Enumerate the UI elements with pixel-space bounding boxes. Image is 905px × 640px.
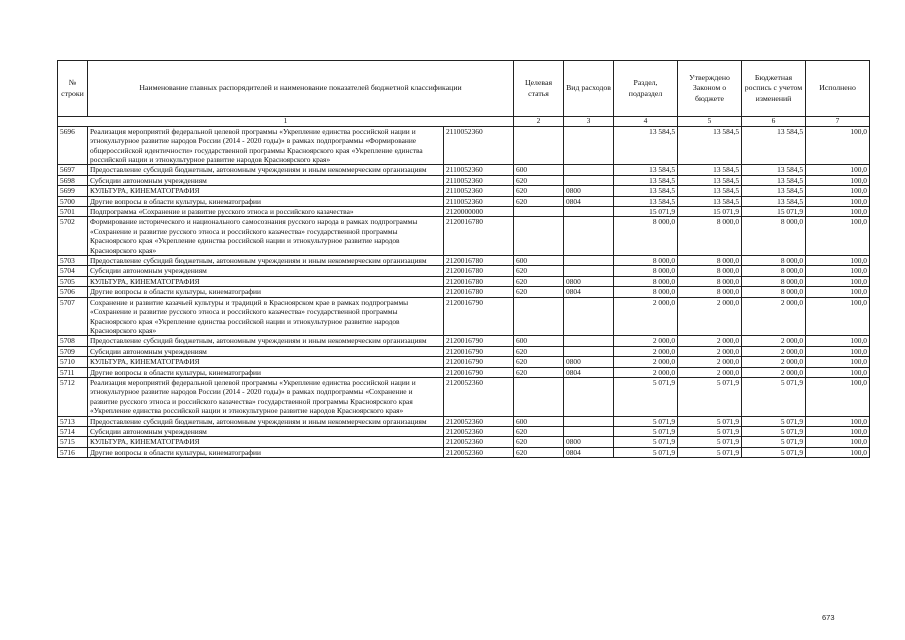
header-target-article: Целевая статья — [514, 61, 564, 117]
row-description: Предоставление субсидий бюджетным, автономным учреждениям и иным некоммерческим организациям — [88, 336, 444, 346]
row-description: Предоставление субсидий бюджетным, автономным учреждениям и иным некоммерческим организациям — [88, 256, 444, 266]
section-cell: 0800 — [564, 186, 614, 196]
planned-amount: 2 000,0 — [678, 297, 742, 336]
approved-amount: 8 000,0 — [614, 217, 678, 256]
approved-amount: 2 000,0 — [614, 367, 678, 377]
execution-percent: 100,0 — [806, 447, 870, 457]
row-description: Предоставление субсидий бюджетным, автономным учреждениям и иным некоммерческим организациям — [88, 416, 444, 426]
executed-amount: 8 000,0 — [742, 287, 806, 297]
execution-percent: 100,0 — [806, 266, 870, 276]
planned-amount: 5 071,9 — [678, 416, 742, 426]
row-description: КУЛЬТУРА, КИНЕМАТОГРАФИЯ — [88, 437, 444, 447]
row-description: КУЛЬТУРА, КИНЕМАТОГРАФИЯ — [88, 357, 444, 367]
execution-percent: 100,0 — [806, 175, 870, 185]
planned-amount: 5 071,9 — [678, 437, 742, 447]
row-number: 5697 — [58, 165, 88, 175]
section-cell — [564, 256, 614, 266]
row-number: 5700 — [58, 196, 88, 206]
section-cell — [564, 175, 614, 185]
target-article-cell: 2120016790 — [444, 367, 514, 377]
execution-percent: 100,0 — [806, 217, 870, 256]
row-number: 5701 — [58, 207, 88, 217]
table-row — [58, 217, 870, 256]
approved-amount: 13 584,5 — [614, 186, 678, 196]
planned-amount: 5 071,9 — [678, 447, 742, 457]
row-description: Формирование исторического и национального самосознания русского народа в рамках подпрограммы «Сохранение и развитие русского этноса и российского казачества» государственной программы Красноярского края «Укрепление единства российской нации и этнокультурное развитие народов Красноярского края» — [88, 217, 444, 256]
row-number: 5712 — [58, 377, 88, 416]
column-number: 6 — [742, 117, 806, 127]
column-number: 2 — [514, 117, 564, 127]
table-row — [58, 207, 870, 217]
row-number: 5714 — [58, 426, 88, 436]
section-cell — [564, 426, 614, 436]
row-description: Субсидии автономным учреждениям — [88, 346, 444, 356]
target-article-cell: 2120016790 — [444, 336, 514, 346]
expense-kind-cell — [514, 126, 564, 165]
approved-amount: 5 071,9 — [614, 426, 678, 436]
expense-kind-cell: 620 — [514, 186, 564, 196]
column-number-row — [58, 117, 870, 127]
row-number: 5710 — [58, 357, 88, 367]
target-article-cell: 2120016790 — [444, 357, 514, 367]
row-number: 5703 — [58, 256, 88, 266]
header-name: Наименование главных распорядителей и наименование показателей бюджетной классификации — [88, 61, 514, 117]
approved-amount: 5 071,9 — [614, 447, 678, 457]
executed-amount: 8 000,0 — [742, 217, 806, 256]
executed-amount: 8 000,0 — [742, 256, 806, 266]
table-body — [58, 126, 870, 457]
row-description: Другие вопросы в области культуры, кинематографии — [88, 447, 444, 457]
row-number: 5713 — [58, 416, 88, 426]
row-number: 5702 — [58, 217, 88, 256]
section-cell — [564, 346, 614, 356]
table-row — [58, 287, 870, 297]
table-row — [58, 346, 870, 356]
execution-percent: 100,0 — [806, 357, 870, 367]
row-number: 5698 — [58, 175, 88, 185]
row-number: 5715 — [58, 437, 88, 447]
table-header-row — [58, 61, 870, 117]
table-row — [58, 447, 870, 457]
row-number: 5708 — [58, 336, 88, 346]
row-number: 5699 — [58, 186, 88, 196]
planned-amount: 2 000,0 — [678, 346, 742, 356]
target-article-cell: 2120016780 — [444, 287, 514, 297]
expense-kind-cell: 600 — [514, 165, 564, 175]
column-number: 1 — [58, 117, 514, 127]
approved-amount: 8 000,0 — [614, 266, 678, 276]
planned-amount: 8 000,0 — [678, 276, 742, 286]
target-article-cell: 2110052360 — [444, 186, 514, 196]
expense-kind-cell: 620 — [514, 175, 564, 185]
budget-table — [57, 60, 870, 458]
execution-percent: 100,0 — [806, 336, 870, 346]
executed-amount: 8 000,0 — [742, 276, 806, 286]
row-description: Сохранение и развитие казачьей культуры и традиций в Красноярском крае в рамках подпрограммы «Сохранение и развитие русского этноса и российского казачества» государственной программы Красноярского края «Укрепление единства российской нации и этнокультурное развитие народов Красноярского края» — [88, 297, 444, 336]
execution-percent: 100,0 — [806, 165, 870, 175]
table-row — [58, 256, 870, 266]
section-cell: 0804 — [564, 447, 614, 457]
expense-kind-cell: 620 — [514, 196, 564, 206]
approved-amount: 5 071,9 — [614, 377, 678, 416]
page-number: 673 — [822, 613, 835, 622]
execution-percent: 100,0 — [806, 416, 870, 426]
section-cell — [564, 165, 614, 175]
execution-percent: 100,0 — [806, 346, 870, 356]
table-row — [58, 426, 870, 436]
header-section: Раздел, подраздел — [614, 61, 678, 117]
table-row — [58, 126, 870, 165]
planned-amount: 8 000,0 — [678, 287, 742, 297]
section-cell — [564, 416, 614, 426]
expense-kind-cell: 620 — [514, 447, 564, 457]
row-number: 5711 — [58, 367, 88, 377]
execution-percent: 100,0 — [806, 377, 870, 416]
table-row — [58, 266, 870, 276]
executed-amount: 8 000,0 — [742, 266, 806, 276]
section-cell — [564, 377, 614, 416]
target-article-cell: 2110052360 — [444, 165, 514, 175]
row-number: 5696 — [58, 126, 88, 165]
approved-amount: 5 071,9 — [614, 437, 678, 447]
header-executed: Исполнено — [806, 61, 870, 117]
approved-amount: 13 584,5 — [614, 126, 678, 165]
target-article-cell: 2120016780 — [444, 276, 514, 286]
executed-amount: 2 000,0 — [742, 336, 806, 346]
row-description: Субсидии автономным учреждениям — [88, 175, 444, 185]
planned-amount: 8 000,0 — [678, 217, 742, 256]
approved-amount: 8 000,0 — [614, 276, 678, 286]
target-article-cell: 2120052360 — [444, 416, 514, 426]
table-row — [58, 186, 870, 196]
expense-kind-cell: 620 — [514, 437, 564, 447]
header-approved: Утверждено Законом о бюджете — [678, 61, 742, 117]
expense-kind-cell: 600 — [514, 336, 564, 346]
row-description: Реализация мероприятий федеральной целевой программы «Укрепление единства российской нации и этнокультурное развитие народов России (2014 - 2020 годы)» в рамках подпрограммы «Сохранение и развитие русского этноса и российского казачества» государственной программы Красноярского края «Укрепление единства российской нации и этнокультурное развитие народов Красноярского края» — [88, 377, 444, 416]
target-article-cell: 2120016790 — [444, 346, 514, 356]
executed-amount: 13 584,5 — [742, 186, 806, 196]
target-article-cell: 2120000000 — [444, 207, 514, 217]
approved-amount: 8 000,0 — [614, 256, 678, 266]
approved-amount: 13 584,5 — [614, 175, 678, 185]
row-number: 5706 — [58, 287, 88, 297]
target-article-cell: 2120016780 — [444, 256, 514, 266]
executed-amount: 5 071,9 — [742, 416, 806, 426]
executed-amount: 13 584,5 — [742, 196, 806, 206]
table-row — [58, 175, 870, 185]
expense-kind-cell: 620 — [514, 357, 564, 367]
row-description: Реализация мероприятий федеральной целевой программы «Укрепление единства российской нации и этнокультурное развитие народов России (2014 - 2020 годы)» в рамках подпрограммы «Формирование общероссийской идентичности» государственной программы Красноярского края «Укрепление единства российской нации и этнокультурное развитие народов Красноярского края» — [88, 126, 444, 165]
row-description: Другие вопросы в области культуры, кинематографии — [88, 196, 444, 206]
executed-amount: 2 000,0 — [742, 346, 806, 356]
target-article-cell: 2120052360 — [444, 377, 514, 416]
target-article-cell: 2110052360 — [444, 175, 514, 185]
target-article-cell: 2120016780 — [444, 266, 514, 276]
table-row — [58, 367, 870, 377]
expense-kind-cell: 620 — [514, 346, 564, 356]
planned-amount: 13 584,5 — [678, 165, 742, 175]
planned-amount: 2 000,0 — [678, 367, 742, 377]
execution-percent: 100,0 — [806, 186, 870, 196]
executed-amount: 13 584,5 — [742, 126, 806, 165]
expense-kind-cell: 620 — [514, 367, 564, 377]
planned-amount: 8 000,0 — [678, 256, 742, 266]
execution-percent: 100,0 — [806, 287, 870, 297]
section-cell — [564, 207, 614, 217]
approved-amount: 2 000,0 — [614, 346, 678, 356]
approved-amount: 5 071,9 — [614, 416, 678, 426]
execution-percent: 100,0 — [806, 256, 870, 266]
planned-amount: 2 000,0 — [678, 336, 742, 346]
column-number: 3 — [564, 117, 614, 127]
planned-amount: 13 584,5 — [678, 175, 742, 185]
execution-percent: 100,0 — [806, 367, 870, 377]
planned-amount: 13 584,5 — [678, 186, 742, 196]
expense-kind-cell: 620 — [514, 287, 564, 297]
section-cell — [564, 297, 614, 336]
planned-amount: 13 584,5 — [678, 126, 742, 165]
execution-percent: 100,0 — [806, 437, 870, 447]
executed-amount: 13 584,5 — [742, 175, 806, 185]
header-row-number: № строки — [58, 61, 88, 117]
execution-percent: 100,0 — [806, 276, 870, 286]
expense-kind-cell — [514, 297, 564, 336]
execution-percent: 100,0 — [806, 196, 870, 206]
row-description: Другие вопросы в области культуры, кинематографии — [88, 287, 444, 297]
executed-amount: 2 000,0 — [742, 357, 806, 367]
execution-percent: 100,0 — [806, 297, 870, 336]
row-description: Предоставление субсидий бюджетным, автономным учреждениям и иным некоммерческим организациям — [88, 165, 444, 175]
section-cell: 0804 — [564, 196, 614, 206]
row-description: Субсидии автономным учреждениям — [88, 426, 444, 436]
planned-amount: 8 000,0 — [678, 266, 742, 276]
row-number: 5716 — [58, 447, 88, 457]
approved-amount: 2 000,0 — [614, 297, 678, 336]
expense-kind-cell: 620 — [514, 426, 564, 436]
target-article-cell: 2120052360 — [444, 426, 514, 436]
executed-amount: 5 071,9 — [742, 447, 806, 457]
table-row — [58, 297, 870, 336]
table-row — [58, 437, 870, 447]
table-row — [58, 196, 870, 206]
column-number: 7 — [806, 117, 870, 127]
target-article-cell: 2120052360 — [444, 447, 514, 457]
row-number: 5709 — [58, 346, 88, 356]
section-cell: 0800 — [564, 357, 614, 367]
section-cell: 0804 — [564, 367, 614, 377]
executed-amount: 2 000,0 — [742, 367, 806, 377]
expense-kind-cell — [514, 207, 564, 217]
execution-percent: 100,0 — [806, 126, 870, 165]
column-number: 4 — [614, 117, 678, 127]
planned-amount: 15 071,9 — [678, 207, 742, 217]
header-planned: Бюджетная роспись с учетом изменений — [742, 61, 806, 117]
executed-amount: 5 071,9 — [742, 437, 806, 447]
approved-amount: 15 071,9 — [614, 207, 678, 217]
section-cell: 0804 — [564, 287, 614, 297]
execution-percent: 100,0 — [806, 426, 870, 436]
executed-amount: 2 000,0 — [742, 297, 806, 336]
target-article-cell: 2120052360 — [444, 437, 514, 447]
section-cell — [564, 217, 614, 256]
section-cell: 0800 — [564, 276, 614, 286]
column-number: 5 — [678, 117, 742, 127]
header-expense-kind: Вид расходов — [564, 61, 614, 117]
row-description: Другие вопросы в области культуры, кинематографии — [88, 367, 444, 377]
table-row — [58, 377, 870, 416]
row-description: КУЛЬТУРА, КИНЕМАТОГРАФИЯ — [88, 186, 444, 196]
target-article-cell: 2110052360 — [444, 126, 514, 165]
execution-percent: 100,0 — [806, 207, 870, 217]
executed-amount: 5 071,9 — [742, 377, 806, 416]
table-row — [58, 165, 870, 175]
planned-amount: 2 000,0 — [678, 357, 742, 367]
section-cell — [564, 126, 614, 165]
table-row — [58, 357, 870, 367]
target-article-cell: 2120016780 — [444, 217, 514, 256]
executed-amount: 15 071,9 — [742, 207, 806, 217]
approved-amount: 2 000,0 — [614, 357, 678, 367]
row-description: Субсидии автономным учреждениям — [88, 266, 444, 276]
approved-amount: 13 584,5 — [614, 196, 678, 206]
table-row — [58, 276, 870, 286]
executed-amount: 5 071,9 — [742, 426, 806, 436]
table-row — [58, 336, 870, 346]
row-number: 5705 — [58, 276, 88, 286]
expense-kind-cell: 600 — [514, 256, 564, 266]
approved-amount: 2 000,0 — [614, 336, 678, 346]
row-number: 5704 — [58, 266, 88, 276]
expense-kind-cell — [514, 217, 564, 256]
target-article-cell: 2120016790 — [444, 297, 514, 336]
expense-kind-cell: 620 — [514, 266, 564, 276]
expense-kind-cell: 600 — [514, 416, 564, 426]
row-description: КУЛЬТУРА, КИНЕМАТОГРАФИЯ — [88, 276, 444, 286]
row-number: 5707 — [58, 297, 88, 336]
section-cell — [564, 336, 614, 346]
planned-amount: 5 071,9 — [678, 426, 742, 436]
section-cell: 0800 — [564, 437, 614, 447]
row-description: Подпрограмма «Сохранение и развитие русского этноса и российского казачества» — [88, 207, 444, 217]
approved-amount: 8 000,0 — [614, 287, 678, 297]
table-row — [58, 416, 870, 426]
approved-amount: 13 584,5 — [614, 165, 678, 175]
expense-kind-cell: 620 — [514, 276, 564, 286]
target-article-cell: 2110052360 — [444, 196, 514, 206]
planned-amount: 5 071,9 — [678, 377, 742, 416]
planned-amount: 13 584,5 — [678, 196, 742, 206]
section-cell — [564, 266, 614, 276]
executed-amount: 13 584,5 — [742, 165, 806, 175]
expense-kind-cell — [514, 377, 564, 416]
